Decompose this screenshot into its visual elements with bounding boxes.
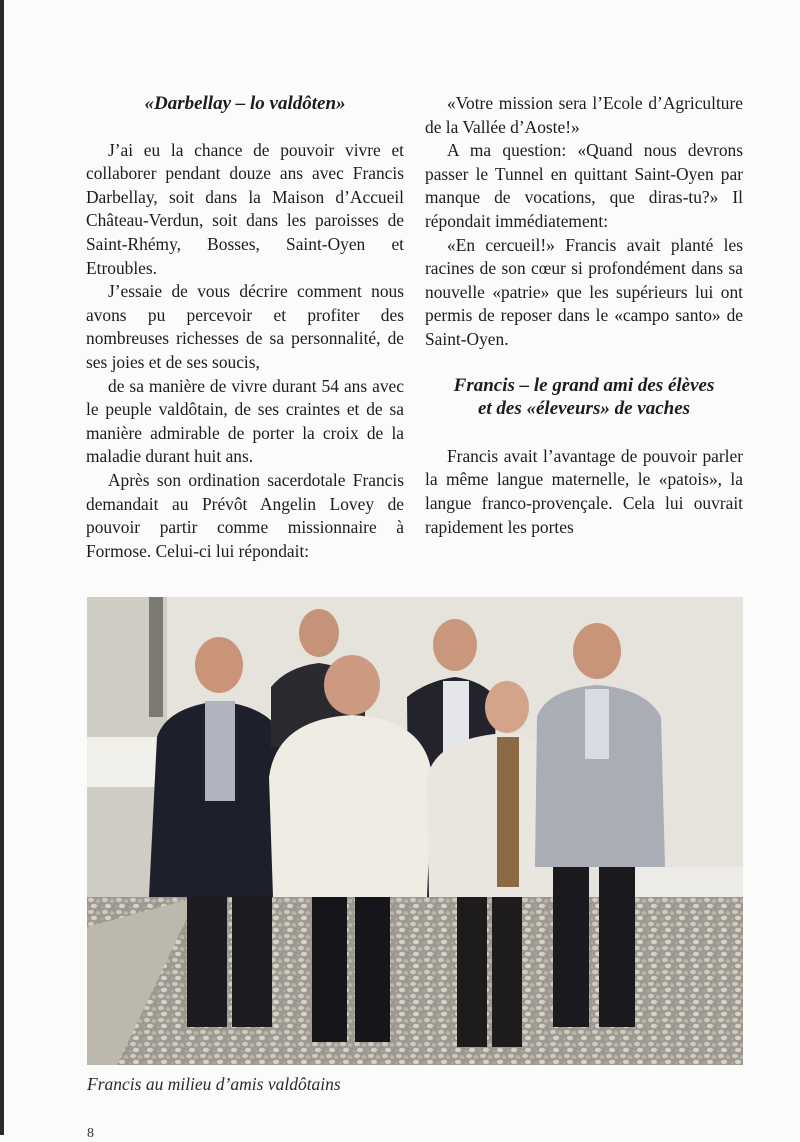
paragraph: J’ai eu la chance de pouvoir vivre et collaborer pendant douze ans avec Francis Darbellay, soit dans la Maison d’Accueil Château-Verdun, soit dans les paroisses de Saint-Rhémy, Bosses, Saint-Oyen et Etroubles. (86, 139, 404, 278)
page-number: 8 (87, 1126, 94, 1141)
paragraph: Après son ordination sacerdotale Francis demandait au Prévôt Angelin Lovey de pouvoir partir comme missionnaire à Formose. Celui-ci lui répondait: (86, 469, 404, 561)
left-column (86, 92, 404, 563)
paragraph: «En cercueil!» Francis avait planté les racines de son cœur si profondément dans sa nouvelle «patrie» que les supérieurs lui ont permis de reposer dans le «campo santo» de Saint-Oyen. (425, 234, 743, 349)
paragraph: J’essaie de vous décrire comment nous avons pu percevoir et profiter des nombreuses richesses de sa personnalité, de ses joies et de ses soucis, (86, 281, 404, 372)
right-column (425, 92, 743, 539)
scan-edge (0, 0, 4, 1135)
paragraph: A ma question: «Quand nous devrons passer le Tunnel en quittant Saint-Oyen par manque de vocations, que diras-tu?» Il répondait immédiatement: (425, 140, 743, 231)
group-photo-illustration (87, 597, 743, 1065)
photo-caption: Francis au milieu d’amis valdôtains (87, 1074, 341, 1094)
paragraph: de sa manière de vivre durant 54 ans avec le peuple valdôtain, de ses craintes et de sa manière admirable de porter la croix de la maladie durant huit ans. (86, 375, 404, 467)
paragraph: Francis avait l’avantage de pouvoir parler la même langue maternelle, le «patois», la langue franco-provençale. Cela lui ouvrait rapidement les portes (425, 445, 743, 537)
section-heading-line-2: et des «éleveurs» de vaches (477, 398, 691, 420)
section-heading-francis (425, 374, 743, 421)
section-heading-darbellay: «Darbellay – lo valdôten» (144, 93, 346, 114)
group-photo (87, 597, 743, 1065)
paragraph: «Votre mission sera l’Ecole d’Agriculture de la Vallée d’Aoste!» (425, 93, 743, 137)
section-heading-line-1: Francis – le grand ami des élèves (453, 374, 715, 396)
